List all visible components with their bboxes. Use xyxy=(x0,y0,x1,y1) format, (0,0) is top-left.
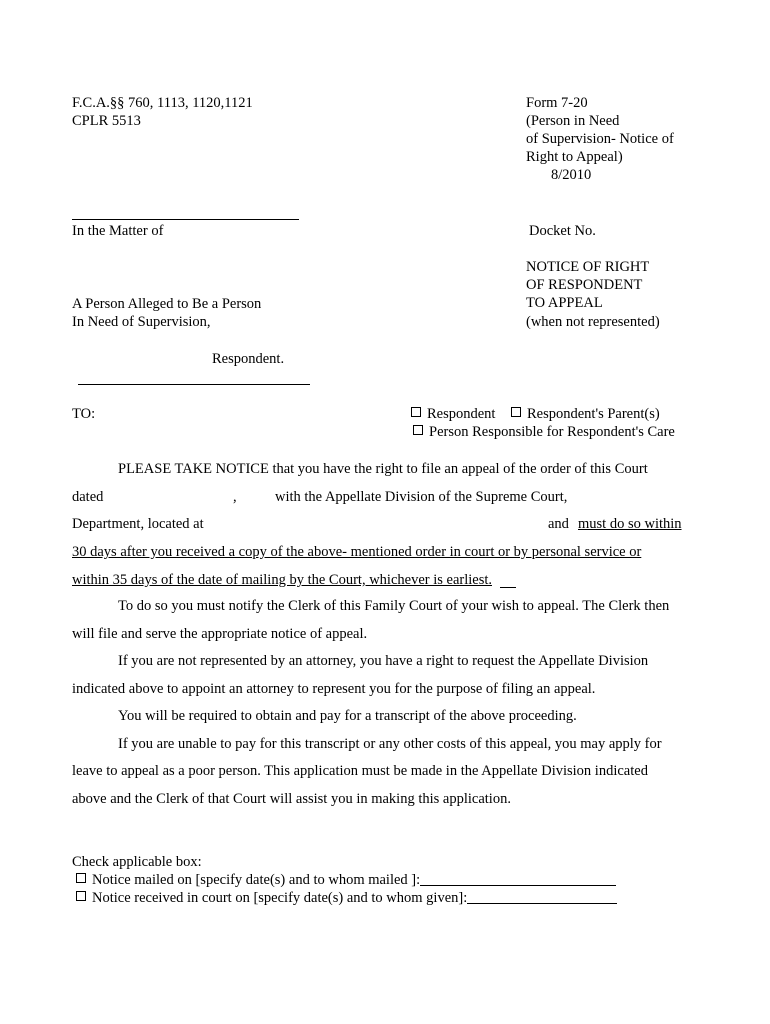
cplr-citation: CPLR 5513 xyxy=(72,113,141,129)
to-label: TO: xyxy=(72,406,96,422)
caption-bottom-rule xyxy=(78,384,310,385)
checkbox-notice-received[interactable] xyxy=(76,889,617,907)
paragraph-line: will file and serve the appropriate notice of appeal. xyxy=(72,626,368,642)
dated-comma: , xyxy=(233,489,237,505)
appellate-division-text: with the Appellate Division of the Supreme Court, xyxy=(275,489,568,505)
checkbox-label: Respondent's Parent(s) xyxy=(527,406,660,422)
in-the-matter-of: In the Matter of xyxy=(72,223,164,239)
paragraph-line: To do so you must notify the Clerk of this Family Court of your wish to appeal. The Clerk then xyxy=(118,598,670,614)
check-applicable-heading: Check applicable box: xyxy=(72,854,202,870)
checkbox-icon xyxy=(511,407,521,417)
deadline-line: 30 days after you received a copy of the above- mentioned order in court or by personal service or xyxy=(72,544,642,560)
respondent-label: Respondent. xyxy=(212,351,285,367)
form-description-line: (Person in Need xyxy=(526,113,620,129)
checkbox-label: Notice mailed on [specify date(s) and to whom mailed ]: xyxy=(92,872,421,888)
person-alleged-line: A Person Alleged to Be a Person xyxy=(72,296,262,312)
checkbox-label: Notice received in court on [specify date(s) and to whom given]: xyxy=(92,890,468,906)
paragraph-line: If you are unable to pay for this transcript or any other costs of this appeal, you may apply for xyxy=(118,736,662,752)
and-text: and xyxy=(548,516,569,532)
checkbox-icon xyxy=(76,873,86,883)
form-date: 8/2010 xyxy=(551,167,592,183)
notice-title-line: NOTICE OF RIGHT xyxy=(526,259,650,275)
paragraph-line: You will be required to obtain and pay for a transcript of the above proceeding. xyxy=(118,708,577,724)
paragraph-line: indicated above to appoint an attorney to represent you for the purpose of filing an appeal. xyxy=(72,681,596,697)
checkbox-label: Respondent xyxy=(427,406,496,422)
notice-title-line: OF RESPONDENT xyxy=(526,277,643,293)
form-description-line: Right to Appeal) xyxy=(526,149,623,165)
paragraph-line: If you are not represented by an attorney, you have a right to request the Appellate Division xyxy=(118,653,649,669)
person-alleged-line: In Need of Supervision, xyxy=(72,314,211,330)
checkbox-label: Person Responsible for Respondent's Care xyxy=(429,424,675,440)
form-description-line: of Supervision- Notice of xyxy=(526,131,674,147)
must-do-so-text: must do so within xyxy=(578,516,682,532)
checkbox-icon xyxy=(76,891,86,901)
checkbox-respondent[interactable] xyxy=(411,405,495,423)
paragraph-line: PLEASE TAKE NOTICE that you have the right to file an appeal of the order of this Court xyxy=(118,461,648,477)
checkbox-notice-mailed[interactable] xyxy=(76,871,616,889)
checkbox-icon xyxy=(411,407,421,417)
checkbox-respondent-parents[interactable] xyxy=(511,405,660,423)
notice-title-line: TO APPEAL xyxy=(526,295,603,311)
statute-citation: F.C.A.§§ 760, 1113, 1120,1121 xyxy=(72,95,253,111)
docket-number-label: Docket No. xyxy=(529,223,596,239)
department-label: Department, located at xyxy=(72,516,204,532)
checkbox-icon xyxy=(413,425,423,435)
paragraph-line: above and the Clerk of that Court will assist you in making this application. xyxy=(72,791,511,807)
received-details-field[interactable] xyxy=(467,890,617,904)
paragraph-line: leave to appeal as a poor person. This application must be made in the Appellate Division indicated xyxy=(72,763,648,779)
deadline-line: within 35 days of the date of mailing by the Court, whichever is earliest. xyxy=(72,572,492,588)
mailed-details-field[interactable] xyxy=(420,872,616,886)
caption-top-rule xyxy=(72,219,299,220)
form-number: Form 7-20 xyxy=(526,95,588,111)
dated-label: dated xyxy=(72,489,104,505)
notice-title-line: (when not represented) xyxy=(526,314,660,330)
deadline-underline-tail xyxy=(500,587,516,588)
checkbox-person-responsible[interactable] xyxy=(413,423,675,441)
